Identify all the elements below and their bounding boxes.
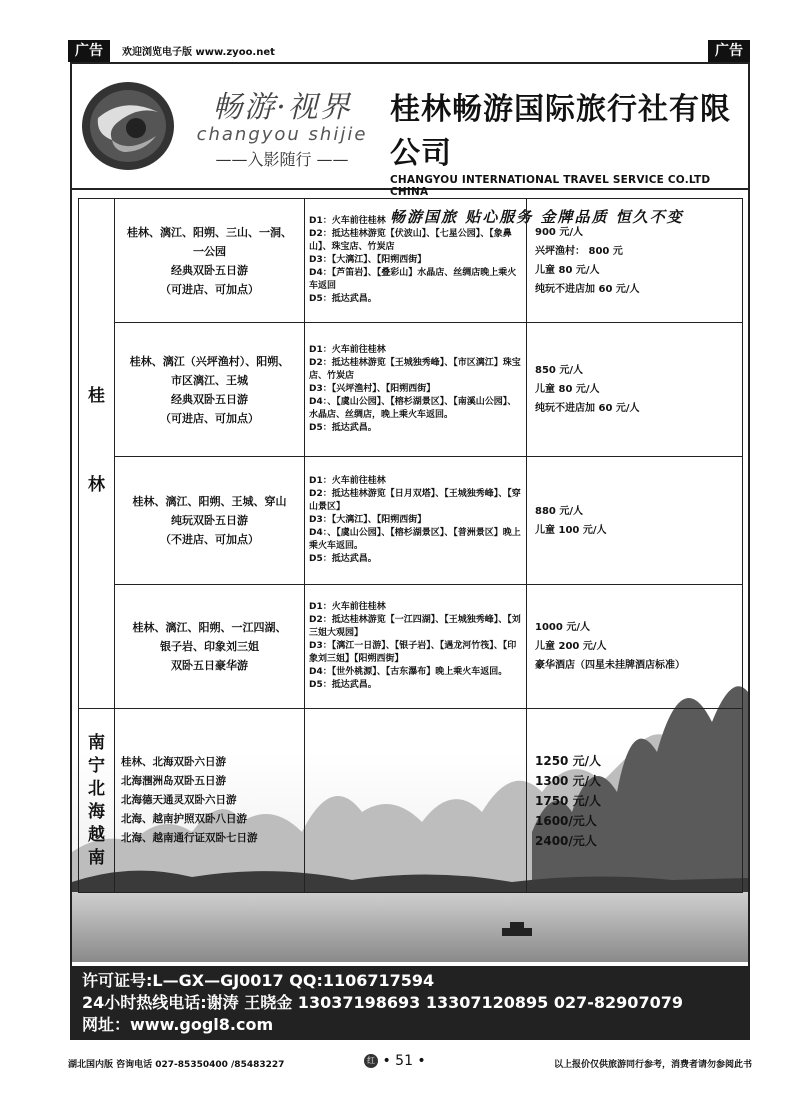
region-guilin (79, 199, 115, 709)
price-cell (527, 457, 743, 585)
region-char: 海 (88, 801, 105, 822)
disclaimer: 以上报价仅供旅游同行参考，消费者请勿参阅此书 (553, 1060, 752, 1070)
tour-table (78, 198, 742, 893)
brand-pinyin: changyou shijie (196, 124, 368, 145)
price-cell (527, 709, 743, 893)
price-line: 兴坪渔村： 800 元 (535, 245, 623, 257)
price-line: 1000 元/人 (535, 622, 590, 633)
brand-name: 畅游·视界 (212, 90, 352, 125)
route-cell (115, 199, 305, 323)
contact-footer (72, 966, 748, 1040)
itinerary-day: D5：抵达武昌。 (309, 554, 377, 564)
consult-phone: 湖北国内版 咨询电话 027-85350400 /85483227 (68, 1060, 285, 1070)
itinerary-day: D1：火车前往桂林 (309, 216, 386, 226)
table-row (79, 323, 743, 457)
table-row (79, 709, 743, 893)
itinerary-day: D5：抵达武昌。 (309, 680, 377, 690)
itinerary-day: D2：抵达桂林游览【伏波山】、【七星公园】、【象鼻山】、珠宝店、竹炭店 (309, 229, 512, 252)
route-line: 桂林、漓江、阳朔、三山、一洞、 (127, 225, 292, 239)
itinerary-cell (305, 709, 527, 893)
itinerary-day: D4：、【虞山公园】、【榕杉湖景区】、【南溪山公园】、水晶店、丝绸店，晚上乘火车返回。 (309, 397, 517, 420)
page-number (364, 1053, 426, 1069)
region-char: 桂 (88, 386, 105, 406)
itinerary-day: D3：【漓江一日游】、【银子岩】、【遇龙河竹筏】、【印象刘三姐】【阳朔西街】 (309, 641, 517, 664)
price-line: 豪华酒店（四星未挂牌酒店标准） (535, 660, 685, 671)
price-line: 1300 元/人 (535, 773, 601, 788)
route-line: 北海德天通灵双卧六日游 (121, 794, 237, 806)
swirl-logo-icon (78, 78, 178, 174)
price-line: 儿童 80 元/人 (535, 384, 600, 395)
price-line: 儿童 200 元/人 (535, 641, 607, 652)
route-line: 双卧五日豪华游 (171, 659, 248, 672)
route-line: 经典双卧五日游 (171, 392, 248, 406)
ad-label-left: 广告 (68, 40, 110, 62)
price-line: 2400/元人 (535, 833, 597, 848)
table-row (79, 199, 743, 323)
itinerary-day: D4：【世外桃源】、【古东瀑布】晚上乘火车返回。 (309, 667, 508, 677)
route-line: 桂林、漓江（兴坪渔村）、阳朔、 (129, 354, 290, 368)
itinerary-day: D5：抵达武昌。 (309, 294, 377, 304)
route-line: 纯玩双卧五日游 (171, 514, 248, 527)
itinerary-cell (305, 585, 527, 709)
itinerary-day: D2：抵达桂林游览【王城独秀峰】、【市区漓江】珠宝店、竹炭店 (309, 358, 521, 381)
top-bar (68, 40, 750, 62)
itinerary-day: D2：抵达桂林游览【一江四湖】、【王城独秀峰】、【刘三姐大观园】 (309, 615, 521, 638)
itinerary-cell (305, 199, 527, 323)
price-cell (527, 323, 743, 457)
route-cell (115, 323, 305, 457)
itinerary-day: D2：抵达桂林游览【日月双塔】、【王城独秀峰】、【穿山景区】 (309, 489, 521, 512)
table-row (79, 457, 743, 585)
route-line: （不进店、可加点） (160, 533, 259, 546)
brand-block (182, 82, 382, 170)
price-line: 850 元/人 (535, 365, 584, 376)
itinerary-cell (305, 457, 527, 585)
license-line: 许可证号:L—GX—GJ0017 QQ:1106717594 (82, 971, 435, 990)
website-line: 网址：www.gogl8.com (82, 1015, 274, 1034)
route-line: 桂林、漓江、阳朔、王城、穿山 (132, 495, 287, 508)
price-line: 儿童 80 元/人 (535, 264, 600, 276)
itinerary-day: D1：火车前往桂林 (309, 602, 386, 612)
region-char: 南 (88, 732, 105, 753)
region-char: 宁 (88, 755, 105, 776)
route-line: 市区漓江、王城 (171, 373, 248, 387)
region-char: 北 (88, 778, 105, 799)
region-south (79, 709, 115, 893)
price-line: 1250 元/人 (535, 753, 601, 768)
price-cell (527, 585, 743, 709)
itinerary-day: D1：火车前往桂林 (309, 345, 386, 355)
bottom-bar (68, 1054, 752, 1074)
price-line: 1750 元/人 (535, 793, 601, 808)
hotline-line: 24小时热线电话:谢涛 王晓金 13037198693 13307120895 027-82907079 (82, 993, 683, 1012)
itinerary-day: D5：抵达武昌。 (309, 423, 377, 433)
price-line: 1600/元人 (535, 813, 597, 828)
company-name: 桂林畅游国际旅行社有限公司 (390, 92, 731, 171)
company-name-en: CHANGYOU INTERNATIONAL TRAVEL SERVICE CO.LTD CHINA (390, 174, 711, 198)
price-line: 900 元/人 (535, 226, 584, 238)
route-line: （可进店、可加点） (160, 411, 259, 425)
brand-slogan: ——入影随行 —— (215, 150, 349, 169)
route-line: 北海涠洲岛双卧五日游 (121, 775, 226, 787)
route-line: 桂林、漓江、阳朔、一江四湖、 (132, 621, 287, 634)
price-line: 纯玩不进店加 60 元/人 (535, 403, 640, 414)
region-char: 林 (88, 475, 105, 496)
price-line: 880 元/人 (535, 505, 584, 517)
itinerary-day: D1：火车前往桂林 (309, 476, 386, 486)
advertisement-frame (70, 62, 750, 1040)
route-line: 一公园 (193, 244, 226, 258)
route-line: 经典双卧五日游 (171, 263, 248, 277)
region-char: 越 (88, 824, 105, 845)
route-line: 北海、越南通行证双卧七日游 (121, 832, 258, 844)
route-cell (115, 457, 305, 585)
price-cell (527, 199, 743, 323)
region-char: 南 (88, 847, 105, 868)
route-line: 北海、越南护照双卧八日游 (121, 813, 247, 825)
price-line: 儿童 100 元/人 (535, 524, 607, 536)
itinerary-day: D3：【兴坪渔村】、【阳朔西街】 (309, 384, 436, 394)
table-row (79, 585, 743, 709)
itinerary-cell (305, 323, 527, 457)
route-line: 桂林、北海双卧六日游 (121, 756, 226, 768)
ad-label-right: 广告 (708, 40, 750, 62)
route-cell (115, 585, 305, 709)
itinerary-day: D3：【大漓江】、【阳朔西街】 (309, 255, 427, 265)
company-motto: 畅游国旅 贴心服务 金牌品质 恒久不变 (390, 208, 684, 226)
itinerary-day: D3：【大漓江】、【阳朔西街】 (309, 515, 427, 525)
page-number-text: • 51 • (382, 1053, 426, 1069)
route-line: 银子岩、印象刘三姐 (160, 640, 259, 653)
itinerary-day: D4：【芦笛岩】、【叠彩山】水晶店、丝绸店晚上乘火车返回 (309, 268, 517, 291)
itinerary-day: D4：、【虞山公园】、【榕杉湖景区】、【普洲景区】晚上乘火车返回。 (309, 528, 521, 551)
price-line: 纯玩不进店加 60 元/人 (535, 283, 640, 295)
welcome-text: 欢迎浏览电子版 www.zyoo.net (122, 47, 275, 58)
route-cell (115, 709, 305, 893)
route-line: （可进店、可加点） (160, 282, 259, 296)
badge-icon: 红 (364, 1054, 378, 1068)
